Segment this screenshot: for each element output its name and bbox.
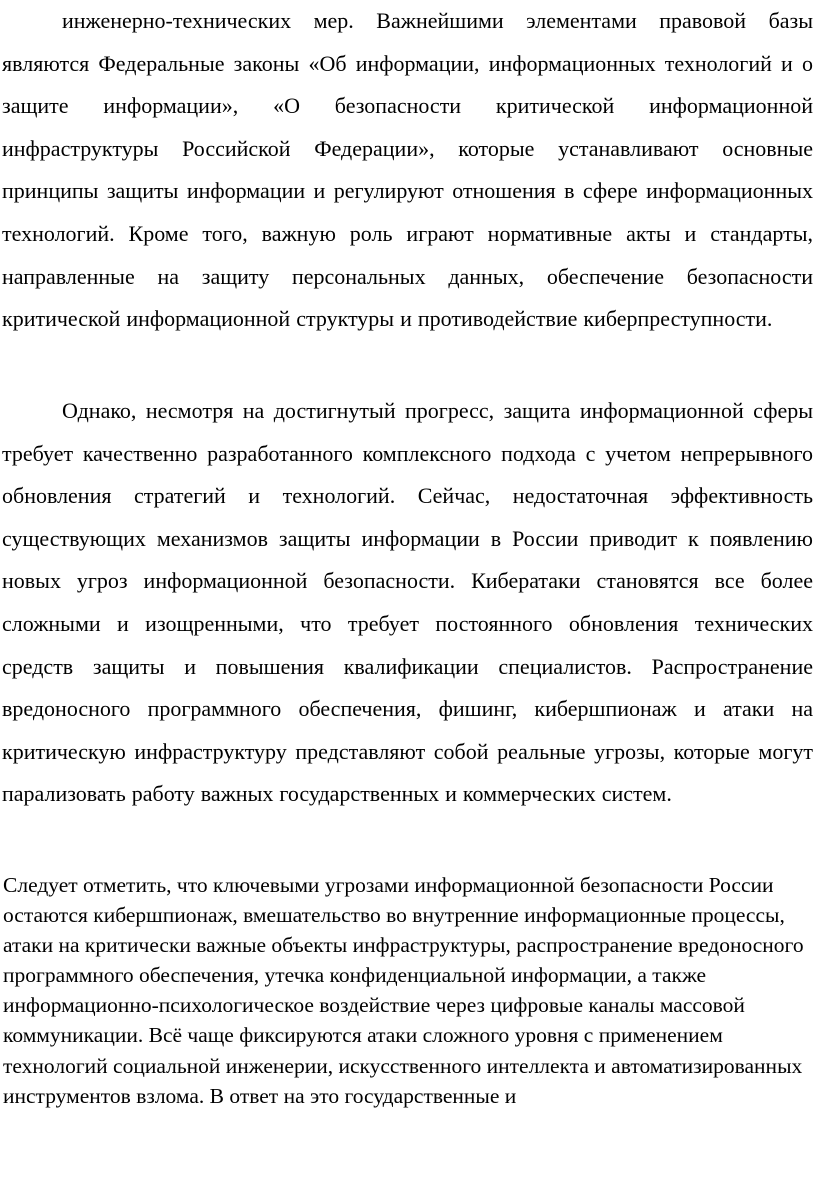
paragraph-key-threats: Следует отметить, что ключевыми угрозами информационной безопасности России остаются кибершпионаж, вмешательство во внутренние информационные процессы, атаки на критически важные объекты инфраструктуры, распространение вредоносного программного обеспечения, утечка конфиденциальной информации, а также информационно-психологическое воздействие через цифровые каналы массовой коммуникации. Всё чаще фиксируются атаки сложного уровня с применением технологий социальной инженерии, искусственного интеллекта и автоматизированных инструментов взлома. В ответ на это государственные и [3,873,804,1108]
paragraph-legal-framework: инженерно-технических мер. Важнейшими элементами правовой базы являются Федеральные законы «Об информации, информационных технологий и о защите информации», «О безопасности критической информационной инфраструктуры Российской Федерации», которые устанавливают основные принципы защиты информации и регулируют отношения в сфере информационных технологий. Кроме того, важную роль играют нормативные акты и стандарты, направленные на защиту персональных данных, обеспечение безопасности критической информационной структуры и противодействие киберпреступности. [2,8,813,332]
paragraph-challenges: Однако, несмотря на достигнутый прогресс, защита информационной сферы требует качественно разработанного комплексного подхода с учетом непрерывного обновления стратегий и технологий. Сейчас, недостаточная эффективность существующих механизмов защиты информации в России приводит к появлению новых угроз информационной безопасности. Кибератаки становятся все более сложными и изощренными, что требует постоянного обновления технических средств защиты и повышения квалификации специалистов. Распространение вредоносного программного обеспечения, фишинг, кибершпионаж и атаки на критическую инфраструктуру представляют собой реальные угрозы, которые могут парализовать работу важных государственных и коммерческих систем. [2,398,813,807]
